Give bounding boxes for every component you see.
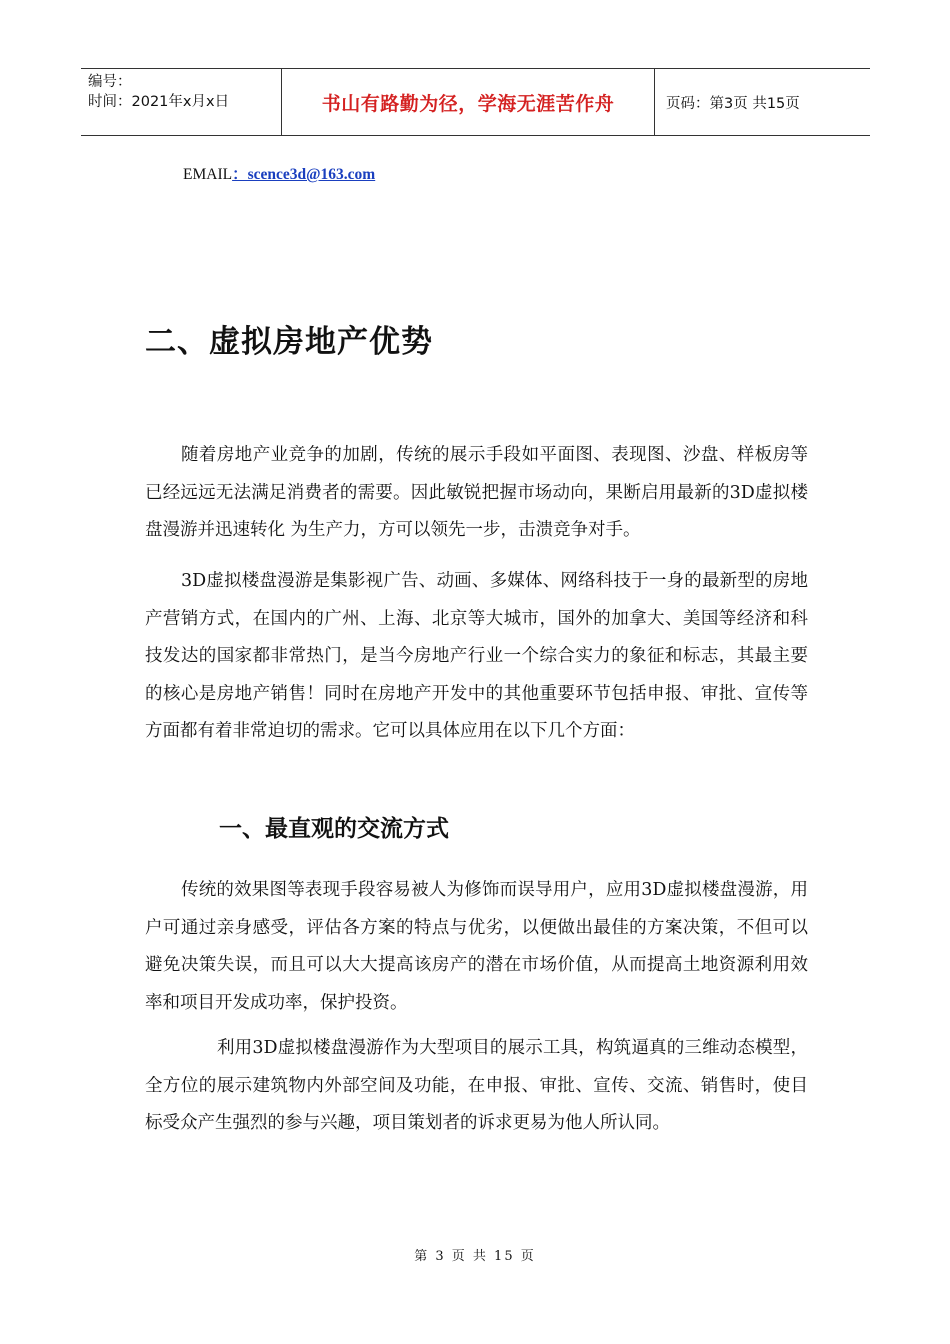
header-page-info: 页码：第3页 共15页 [666,95,800,112]
page-header [81,68,870,136]
paragraph-intro: 随着房地产业竞争的加剧，传统的展示手段如平面图、表现图、沙盘、样板房等已经远远无法满足消费者的需要。因此敏锐把握市场动向，果断启用最新的3D虚拟楼盘漫游并迅速转化 为生产力，方可以领先一步，击溃竞争对手。 [145,445,808,540]
header-motto: 书山有路勤为径，学海无涯苦作舟 [281,69,655,135]
document-code-label: 编号： [88,74,132,90]
paragraph-showcase: 利用3D虚拟楼盘漫游作为大型项目的展示工具，构筑逼真的三维动态模型，全方位的展示建筑物内外部空间及功能，在申报、审批、宣传、交流、销售时，使目标受众产生强烈的参与兴趣，项目策划者的诉求更易为他人所认同。 [145,1038,808,1133]
page-footer: 第 3 页 共 15 页 [414,1249,536,1264]
subsection-title: 一、最直观的交流方式 [219,816,449,842]
document-date: 时间：2021年x月x日 [88,94,230,110]
section-title: 二、虚拟房地产优势 [145,324,433,360]
header-meta [81,69,281,135]
email-link[interactable]: ：scence3d@163.com [232,166,376,183]
paragraph-communication: 传统的效果图等表现手段容易被人为修饰而误导用户，应用3D虚拟楼盘漫游，用户可通过亲身感受，评估各方案的特点与优劣，以便做出最佳的方案决策，不但可以避免决策失误，而且可以大大提高该房产的潜在市场价值，从而提高土地资源利用效率和项目开发成功率，保护投资。 [145,880,808,1013]
paragraph-overview: 3D虚拟楼盘漫游是集影视广告、动画、多媒体、网络科技于一身的最新型的房地产营销方式，在国内的广州、上海、北京等大城市，国外的加拿大、美国等经济和科技发达的国家都非常热门，是当今房地产行业一个综合实力的象征和标志，其最主要的核心是房地产销售！同时在房地产开发中的其他重要环节包括申报、审批、宣传等方面都有着非常迫切的需求。它可以具体应用在以下几个方面： [145,571,808,741]
email-line [183,162,375,184]
email-label: EMAIL [183,166,233,183]
